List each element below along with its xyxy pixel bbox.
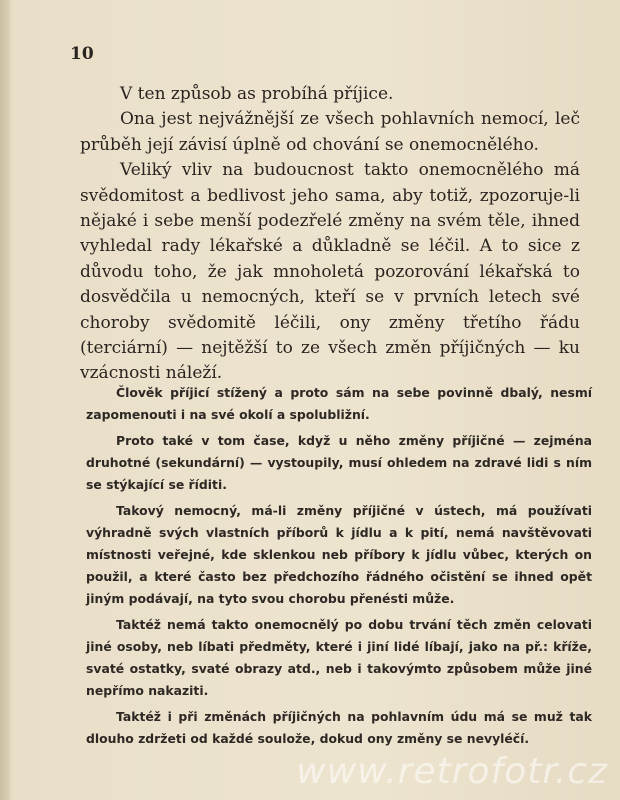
page-number: 10 — [70, 44, 94, 64]
small-paragraph: Člověk příjicí stížený a proto sám na sebe povinně dbalý, nesmí zapomenouti i na své okolí a spolubližní. — [86, 385, 592, 422]
main-paragraph: Ona jest nejvážnější ze všech pohlavních nemocí, leč průběh její závisí úplně od chování se onemocnělého. — [80, 109, 580, 155]
small-paragraph: Taktéž i při změnách příjičných na pohlavním údu má se muž tak dlouho zdržeti od každé soulože, dokud ony změny se nevyléčí. — [86, 709, 592, 746]
main-text — [80, 82, 580, 387]
main-paragraph: V ten způsob as probíhá příjice. — [120, 84, 394, 104]
small-paragraph: Taktéž nemá takto onemocnělý po dobu trvání těch změn celovati jiné osoby, neb líbati předměty, které i jiní lidé líbají, jako na př.: kříže, svaté ostatky, svaté obrazy atd., neb i takovýmto způsobem může jiné nepřímo nakaziti. — [86, 617, 592, 698]
main-paragraph: Veliký vliv na budoucnost takto onemocnělého má svědomitost a bedlivost jeho sama, aby totiž, zpozoruje-li nějaké i sebe menší podezřelé změny na svém těle, ihned vyhledal rady lékařské a důkladně se léčil. A to sice z důvodu toho, že jak mnoholetá pozorování lékařská to dosvědčila u nemocných, kteří se v prvních letech své choroby svědomitě léčili, ony změny třetího řádu (terciární) — nejtěžší to ze všech změn příjičných — ku vzácnosti náleží. — [80, 160, 580, 384]
small-paragraph: Takový nemocný, má-li změny příjičné v ústech, má používati výhradně svých vlastních příborů k jídlu a k pití, nemá navštěvovati místnosti veřejné, kde sklenkou neb příbory k jídlu vůbec, kterých on použil, a které často bez předchozího řádného očistění se ihned opět jiným podávají, na tyto svou chorobu přenésti může. — [86, 503, 592, 606]
small-paragraph: Proto také v tom čase, když u něho změny příjičné — zejména druhotné (sekundární) — vystoupily, musí ohledem na zdravé lidi s ním se stýkající se říditi. — [86, 433, 592, 492]
small-text — [86, 382, 592, 754]
watermark: www.retrofotr.cz — [296, 751, 608, 792]
page-binding-edge — [0, 0, 10, 800]
